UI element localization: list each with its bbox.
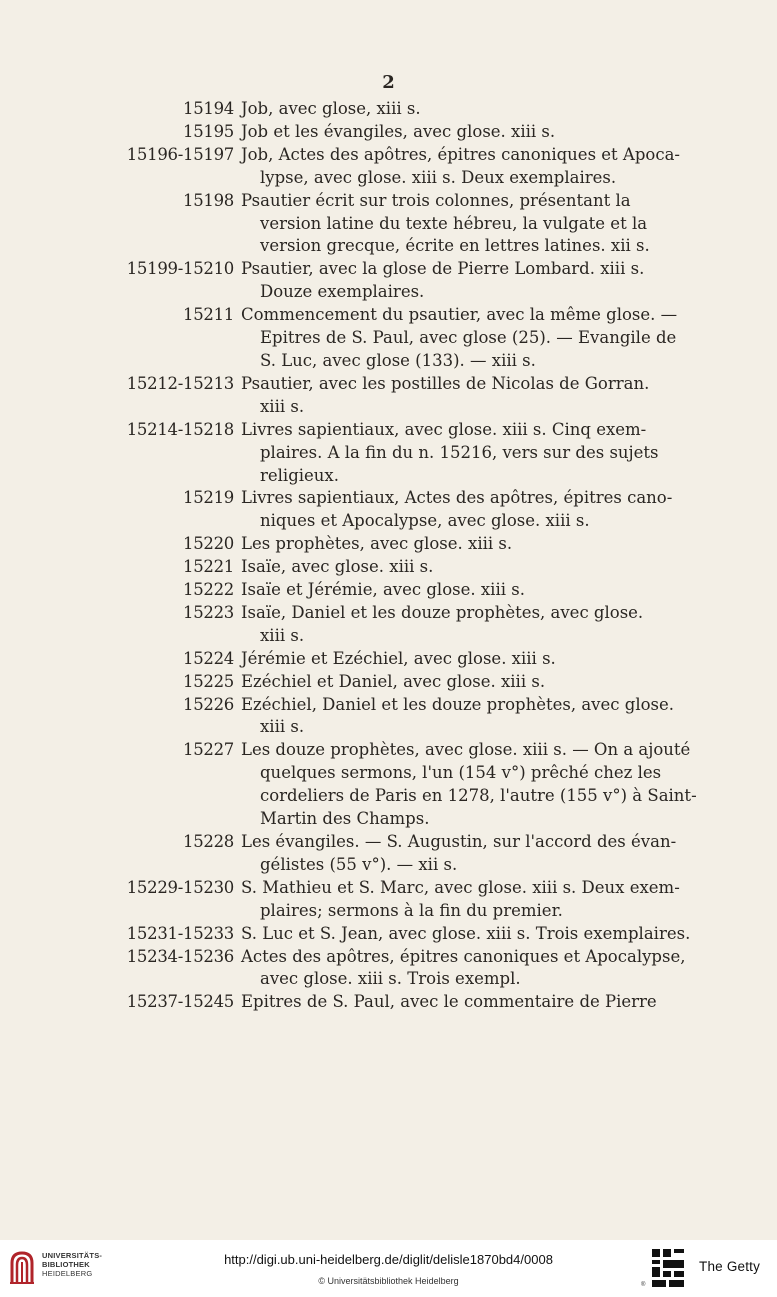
shelfmark-number: 15234-15236	[126, 946, 234, 966]
description-line: Les évangiles. — S. Augustin, sur l'accord des évan-	[241, 832, 677, 851]
permalink-url[interactable]: http://digi.ub.uni-heidelberg.de/diglit/delisle1870bd4/0008	[224, 1252, 553, 1267]
catalog-entry	[0, 877, 777, 923]
description-line: quelques sermons, l'un (154 v°) prêché chez les	[260, 763, 662, 783]
description-line: religieux.	[260, 465, 339, 485]
shelfmark-number: 15219	[183, 488, 234, 508]
catalog-entry	[0, 579, 777, 602]
description-line: Martin des Champs.	[260, 809, 430, 829]
entry-description	[241, 671, 673, 694]
description-line: Livres sapientiaux, avec glose. xiii s. Cinq exem-	[241, 419, 647, 439]
entry-description	[241, 419, 673, 488]
entry-description	[241, 533, 673, 556]
description-line: Actes des apôtres, épitres canoniques et Apocalypse,	[241, 946, 686, 966]
description-line: Epitres de S. Paul, avec glose (25). — Evangile de	[260, 328, 677, 348]
description-line: S. Luc, avec glose (133). — xiii s.	[260, 350, 536, 370]
entry-description	[241, 991, 673, 1014]
description-line: Douze exemplaires.	[260, 282, 425, 302]
description-line: version grecque, écrite en lettres latines. xii s.	[260, 236, 650, 256]
shelfmark-number: 15225	[183, 671, 234, 691]
library-name-line: HEIDELBERG	[42, 1269, 93, 1278]
page-number: 2	[382, 72, 395, 93]
entry-description	[241, 373, 673, 419]
entry-description	[241, 946, 686, 992]
description-line: Psautier, avec les postilles de Nicolas de Gorran.	[241, 373, 650, 393]
catalog-entry	[0, 190, 777, 259]
description-line: Ezéchiel et Daniel, avec glose. xiii s.	[241, 671, 546, 691]
entry-description	[241, 579, 673, 602]
description-line: Les prophètes, avec glose. xiii s.	[241, 534, 513, 554]
shelfmark-number: 15226	[183, 694, 234, 714]
entry-description	[241, 831, 677, 877]
description-line: Job, Actes des apôtres, épitres canoniques et Apoca-	[241, 144, 680, 164]
library-name-line: UNIVERSITÄTS-	[42, 1251, 103, 1260]
registered-mark: ®	[641, 1282, 646, 1288]
getty-logo-icon[interactable]	[651, 1248, 685, 1288]
description-line: gélistes (55 v°). — xii s.	[260, 854, 458, 874]
entry-description	[241, 602, 673, 648]
catalog-entry	[0, 648, 777, 671]
catalog-entry	[0, 556, 777, 579]
description-line: avec glose. xiii s. Trois exempl.	[260, 969, 521, 989]
description-line: Isaïe, Daniel et les douze prophètes, avec glose.	[241, 602, 644, 622]
entry-description	[241, 121, 673, 144]
description-line: Isaïe, avec glose. xiii s.	[241, 557, 434, 577]
entry-description	[241, 648, 673, 671]
entry-description	[241, 304, 678, 373]
description-line: Isaïe et Jérémie, avec glose. xiii s.	[241, 580, 525, 600]
shelfmark-number: 15228	[183, 832, 234, 851]
entry-description	[241, 556, 673, 579]
description-line: Jérémie et Ezéchiel, avec glose. xiii s.	[241, 648, 556, 668]
description-line: Job, avec glose, xiii s.	[241, 99, 421, 118]
catalog-entry	[0, 694, 777, 740]
catalog-entry	[0, 923, 777, 946]
entry-description	[241, 98, 673, 121]
entry-description	[241, 923, 691, 946]
description-line: Job et les évangiles, avec glose. xiii s.	[241, 121, 556, 141]
catalog-entry	[0, 419, 777, 488]
getty-name: The Getty	[699, 1259, 761, 1274]
entry-description	[241, 258, 673, 304]
description-line: Epitres de S. Paul, avec le commentaire de Pierre	[241, 992, 657, 1012]
shelfmark-number: 15212-15213	[126, 373, 234, 393]
shelfmark-number: 15196-15197	[126, 144, 234, 164]
description-line: version latine du texte hébreu, la vulgate et la	[260, 213, 648, 233]
shelfmark-number: 15227	[183, 740, 234, 760]
description-line: Ezéchiel, Daniel et les douze prophètes, avec glose.	[241, 694, 675, 714]
catalog-entry	[0, 533, 777, 556]
entry-description	[241, 877, 680, 923]
shelfmark-number: 15214-15218	[126, 419, 234, 439]
shelfmark-number: 15220	[183, 534, 234, 554]
catalog-entry	[0, 831, 777, 877]
catalog-entry	[0, 373, 777, 419]
description-line: xiii s.	[260, 625, 305, 645]
shelfmark-number: 15198	[183, 190, 234, 210]
library-name-line: BIBLIOTHEK	[42, 1260, 90, 1269]
catalog-entry	[0, 946, 777, 992]
catalog-entries	[0, 98, 777, 1014]
catalog-entry	[0, 304, 777, 373]
shelfmark-number: 15229-15230	[126, 877, 234, 897]
description-line: cordeliers de Paris en 1278, l'autre (155 v°) à Saint-	[260, 786, 697, 806]
shelfmark-number: 15199-15210	[126, 259, 234, 279]
description-line: S. Mathieu et S. Marc, avec glose. xiii s. Deux exem-	[241, 877, 680, 897]
description-line: Livres sapientiaux, Actes des apôtres, épitres cano-	[241, 488, 673, 508]
description-line: Psautier écrit sur trois colonnes, présentant la	[241, 190, 631, 210]
catalog-entry	[0, 258, 777, 304]
shelfmark-number: 15237-15245	[126, 992, 234, 1012]
shelfmark-number: 15231-15233	[126, 923, 234, 943]
description-line: lypse, avec glose. xiii s. Deux exemplaires.	[260, 167, 617, 187]
shelfmark-number: 15195	[183, 121, 234, 141]
copyright-notice: © Universitätsbibliothek Heidelberg	[318, 1276, 459, 1286]
viewer-footer	[0, 1240, 777, 1297]
description-line: niques et Apocalypse, avec glose. xiii s.	[260, 511, 590, 531]
description-line: Psautier, avec la glose de Pierre Lombard. xiii s.	[241, 259, 645, 279]
shelfmark-number: 15194	[183, 99, 234, 118]
entry-description	[241, 487, 673, 533]
entry-description	[241, 190, 673, 259]
description-line: Les douze prophètes, avec glose. xiii s. — On a ajouté	[241, 740, 691, 760]
shelfmark-number: 15211	[183, 305, 234, 325]
catalog-entry	[0, 144, 777, 190]
catalog-entry	[0, 487, 777, 533]
shelfmark-number: 15224	[183, 648, 234, 668]
catalog-entry	[0, 671, 777, 694]
catalog-entry	[0, 739, 777, 831]
description-line: xiii s.	[260, 396, 305, 416]
catalog-entry	[0, 602, 777, 648]
entry-description	[241, 144, 680, 190]
entry-description	[241, 694, 673, 740]
catalog-entry	[0, 98, 777, 121]
description-line: S. Luc et S. Jean, avec glose. xiii s. Trois exemplaires.	[241, 923, 691, 943]
description-line: plaires; sermons à la fin du premier.	[260, 900, 563, 920]
shelfmark-number: 15221	[183, 557, 234, 577]
description-line: plaires. A la fin du n. 15216, vers sur des sujets	[260, 442, 659, 462]
catalog-entry	[0, 121, 777, 144]
description-line: xiii s.	[260, 717, 305, 737]
catalog-entry	[0, 991, 777, 1014]
description-line: Commencement du psautier, avec la même glose. —	[241, 305, 678, 325]
entry-description	[241, 739, 697, 831]
shelfmark-number: 15223	[183, 602, 234, 622]
shelfmark-number: 15222	[183, 580, 234, 600]
